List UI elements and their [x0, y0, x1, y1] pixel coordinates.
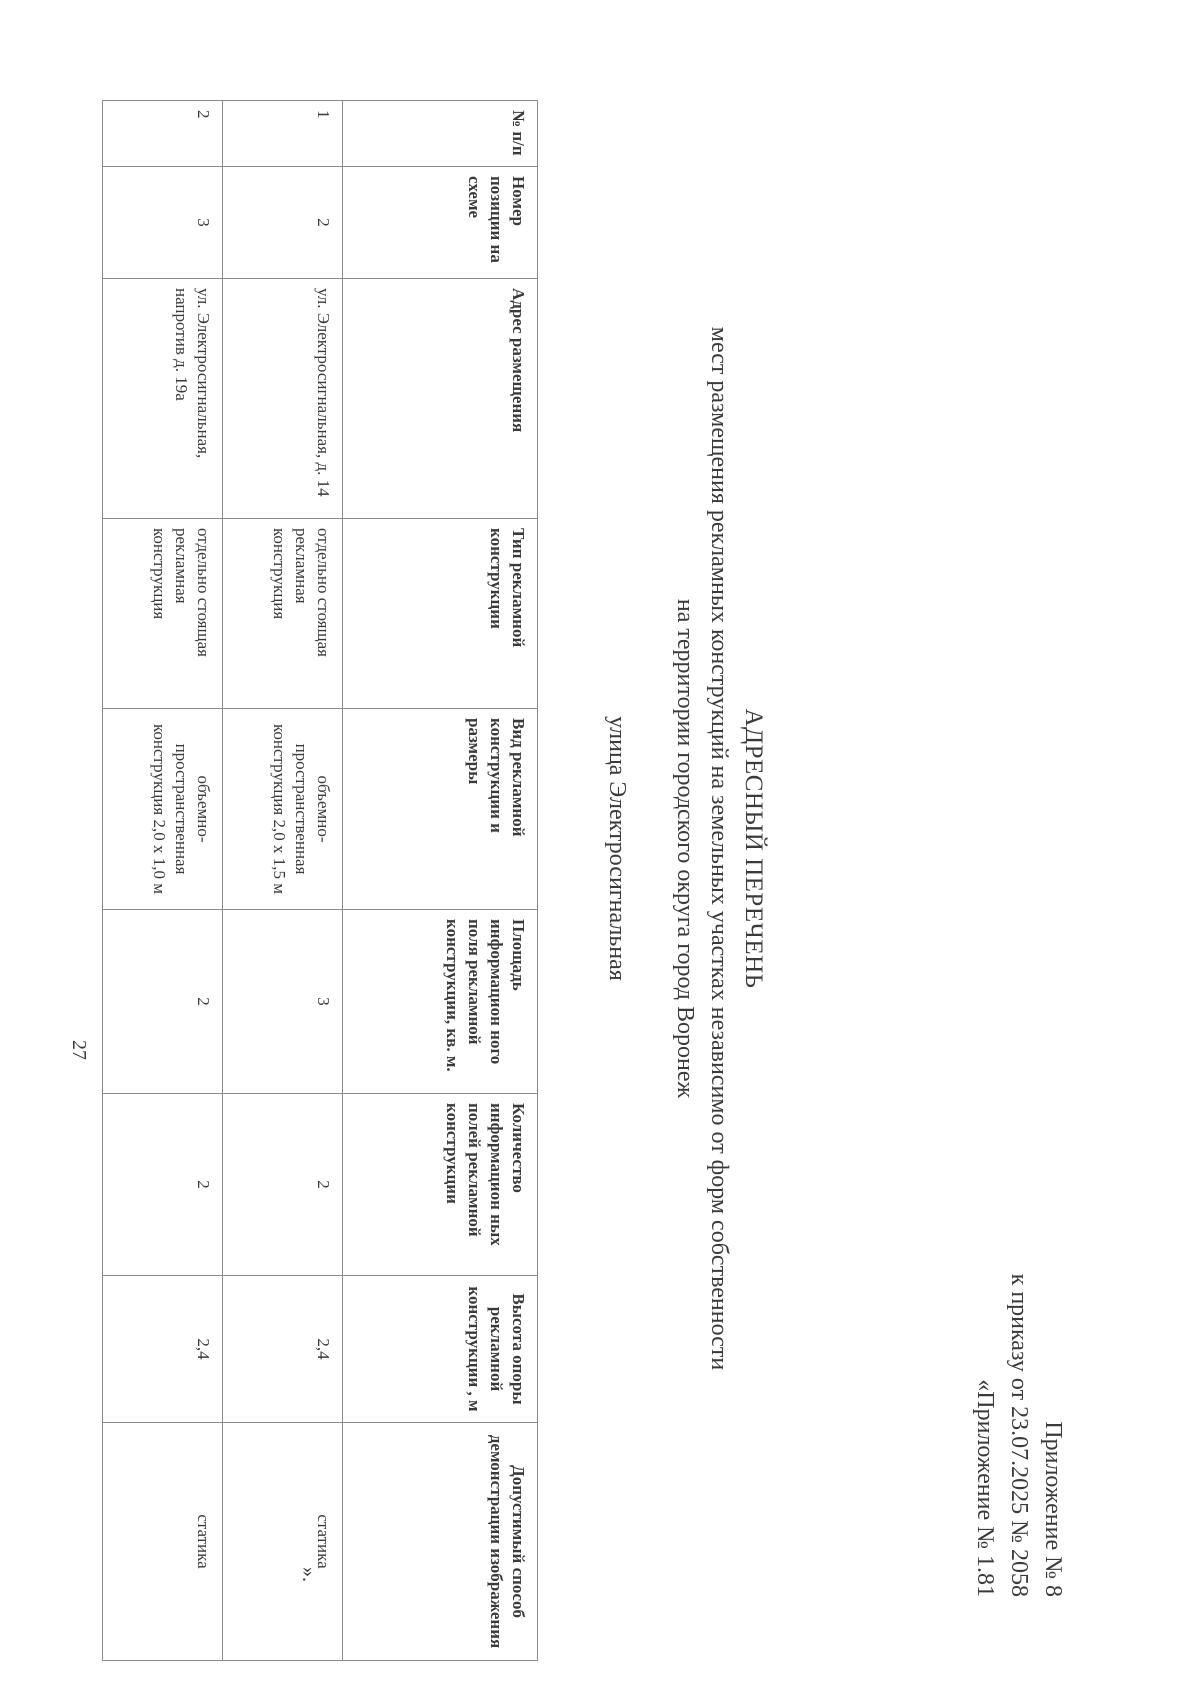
table-row [223, 101, 343, 1661]
cell-fields: 2 [103, 1094, 223, 1276]
table-header-row [343, 101, 538, 1661]
document-subtitle-line-2: на территории городского округа город Воронеж [672, 598, 698, 1099]
cell-kind: объемно-пространственная конструкция 2,0 х 1,5 м [223, 709, 343, 910]
header-cell-fields: Количество информацион ных полей рекламной конструкции [343, 1094, 538, 1276]
cell-num: 2 [103, 101, 223, 167]
cell-method: статика [223, 1423, 343, 1661]
appendix-line-1: Приложение № 8 [1040, 1421, 1066, 1597]
cell-height: 2,4 [103, 1276, 223, 1423]
header-cell-type: Тип рекламной конструкции [343, 519, 538, 709]
document-title: АДРЕСНЫЙ ПЕРЕЧЕНЬ [740, 708, 767, 989]
appendix-header [968, 1037, 1070, 1597]
page-number: 27 [68, 1040, 90, 1060]
cell-area: 3 [223, 910, 343, 1094]
cell-position: 3 [103, 167, 223, 279]
table-row [103, 101, 223, 1661]
header-cell-area: Площадь информацион ного поля рекламной конструкции, кв. м. [343, 910, 538, 1094]
cell-type: отдельно стоящая рекламная конструкция [223, 519, 343, 709]
cell-num: 1 [223, 101, 343, 167]
cell-type: отдельно стоящая рекламная конструкция [103, 519, 223, 709]
document-subtitle-line-1: мест размещения рекламных конструкций на земельных участках независимо от форм собственности [706, 326, 732, 1371]
title-block [600, 0, 770, 1697]
appendix-line-2: к приказу от 23.07.2025 № 2058 [1006, 1273, 1032, 1597]
appendix-line-3: «Приложение № 1.81 [972, 1379, 998, 1597]
header-cell-kind: Вид рекламной конструкции и размеры [343, 709, 538, 910]
cell-fields: 2 [223, 1094, 343, 1276]
header-cell-address: Адрес размещения [343, 279, 538, 519]
cell-area: 2 [103, 910, 223, 1094]
cell-address: ул. Электросигнальная, д. 14 [223, 279, 343, 519]
cell-height: 2,4 [223, 1276, 343, 1423]
closing-quote-mark: ». [298, 1567, 320, 1582]
cell-method: статика [103, 1423, 223, 1661]
cell-address: ул. Электросигнальная, напротив д. 19а [103, 279, 223, 519]
address-table [102, 100, 538, 1661]
cell-position: 2 [223, 167, 343, 279]
cell-kind: объемно-пространственная конструкция 2,0 х 1,0 м [103, 709, 223, 910]
street-name: улица Электросигнальная [604, 716, 630, 981]
header-cell-num: № п/п [343, 101, 538, 167]
header-cell-height: Высота опоры рекламной конструкции , м [343, 1276, 538, 1423]
header-cell-position: Номер позиции на схеме [343, 167, 538, 279]
header-cell-method: Допустимый способ демонстрации изображения [343, 1423, 538, 1661]
